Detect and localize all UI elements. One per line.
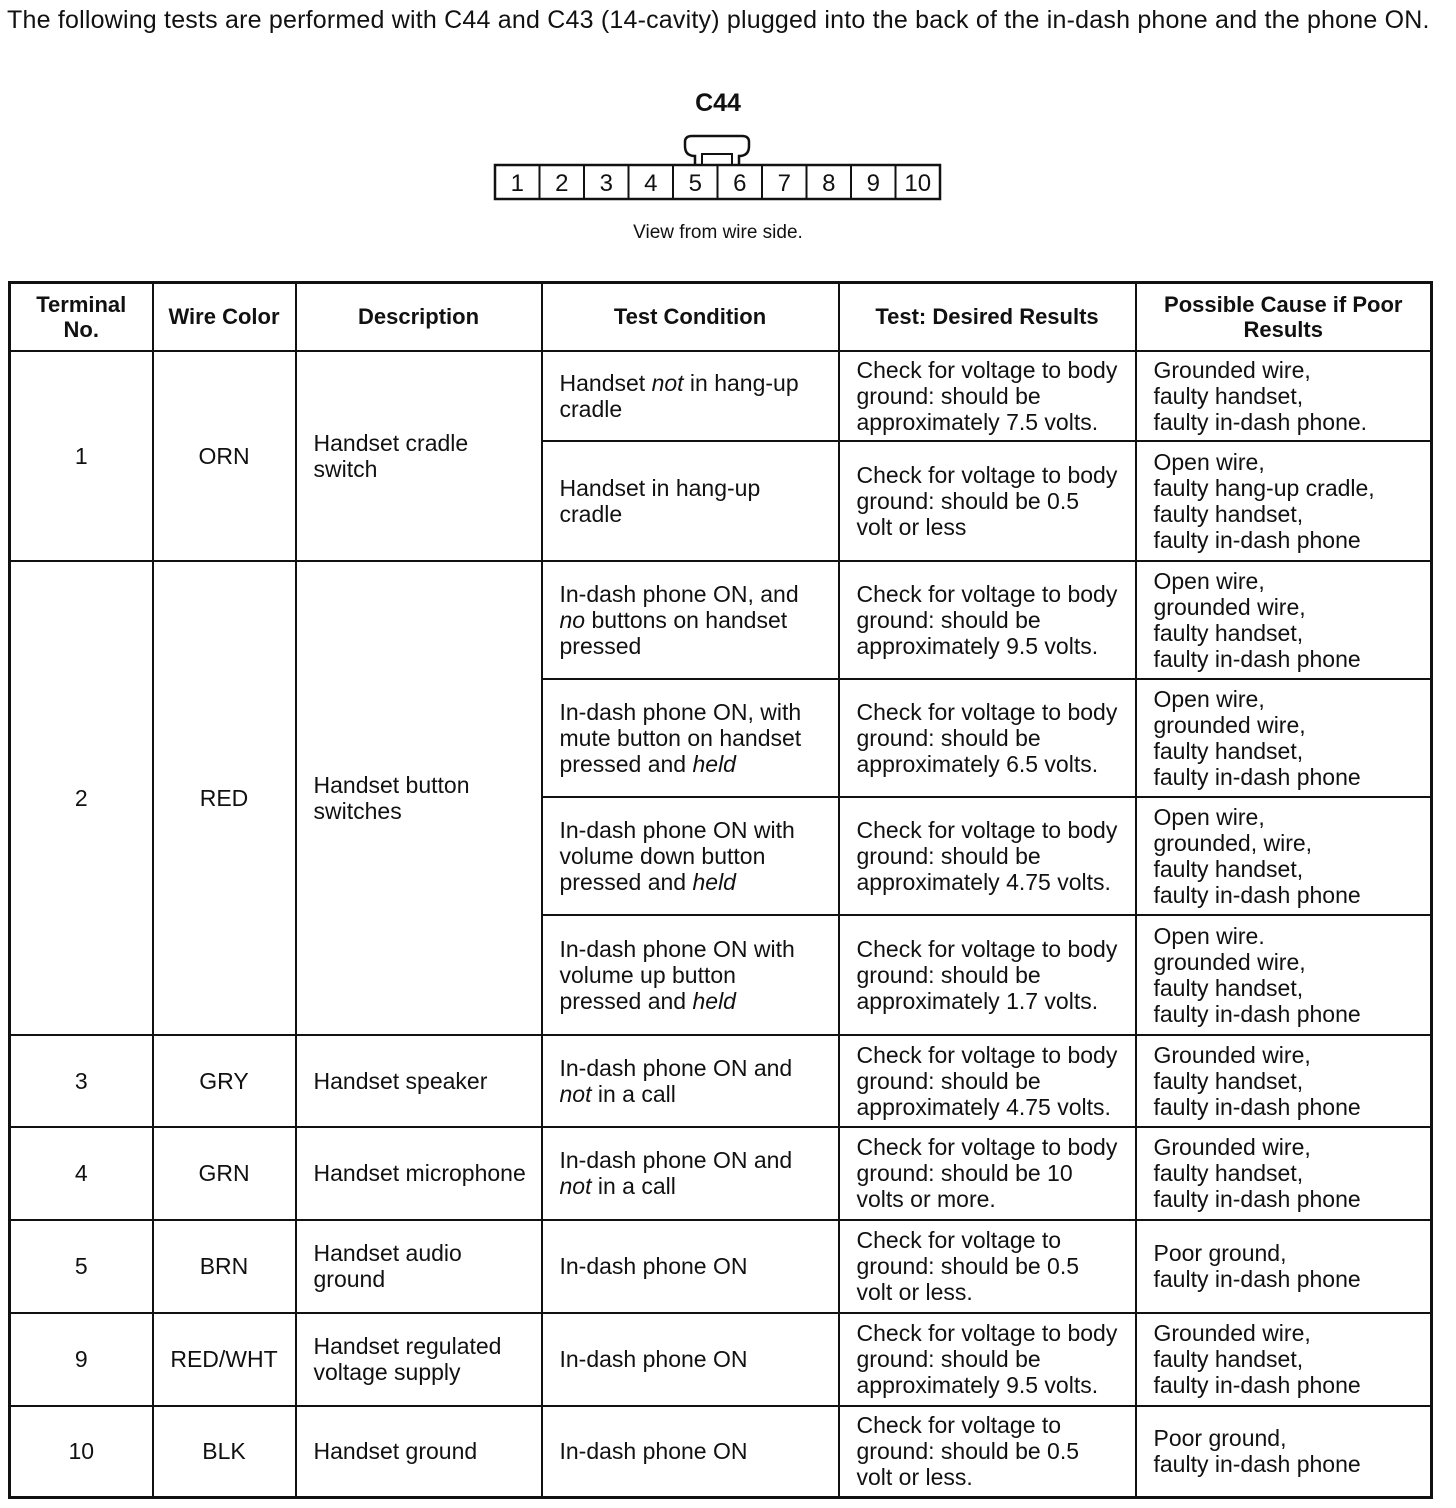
wire-color-cell: BRN [153, 1220, 296, 1313]
condition-emphasis: held [692, 987, 736, 1014]
desired-result-cell: Check for voltage to ground: should be 0.5 volt or less. [839, 1406, 1136, 1498]
condition-text: Handset in hang-up cradle [559, 474, 761, 527]
test-condition-cell [542, 1313, 839, 1406]
condition-emphasis: held [692, 750, 736, 777]
condition-text: In-dash phone ON with volume down button pressed and [559, 816, 795, 895]
description-cell: Handset ground [296, 1406, 542, 1498]
possible-cause-cell [1136, 915, 1432, 1035]
cause-line: Open wire, [1153, 685, 1265, 712]
table-row [10, 1220, 1432, 1313]
cause-line: faulty handset, [1153, 974, 1304, 1001]
condition-emphasis: held [692, 868, 736, 895]
wire-color-cell: BLK [153, 1406, 296, 1498]
desired-result-cell: Check for voltage to body ground: should be 0.5 volt or less [839, 441, 1136, 561]
table-row [10, 351, 1432, 441]
condition-text: In-dash phone ON with volume up button pressed and [559, 935, 795, 1014]
wire-color-cell: ORN [153, 351, 296, 561]
condition-text: Handset [559, 369, 652, 396]
connector-caption: View from wire side. [633, 222, 803, 243]
header-possible-cause: Possible Cause if Poor Results [1136, 283, 1432, 351]
desired-result-cell: Check for voltage to body ground: should be approximately 9.5 volts. [839, 1313, 1136, 1406]
connector-lock-tab [685, 136, 749, 164]
cause-line: Open wire, [1153, 448, 1265, 475]
condition-text: In-dash phone ON [559, 1253, 748, 1279]
cause-line: Grounded wire, [1153, 356, 1311, 383]
desired-result-cell: Check for voltage to body ground: should be approximately 4.75 volts. [839, 1035, 1136, 1127]
condition-text: in a call [591, 1080, 676, 1107]
condition-text: In-dash phone ON [559, 1438, 748, 1465]
connector-pin-10: 10 [904, 170, 932, 197]
cause-line: faulty in-dash phone. [1153, 408, 1368, 435]
test-condition-cell [542, 1406, 839, 1498]
description-cell: Handset regulated voltage supply [296, 1313, 542, 1406]
condition-text: In-dash phone ON and [559, 1147, 793, 1173]
condition-emphasis: not [559, 1080, 592, 1107]
cause-line: grounded wire, [1153, 948, 1306, 975]
cause-line: faulty in-dash phone [1153, 1266, 1361, 1292]
possible-cause-cell [1136, 351, 1432, 441]
table-body [10, 351, 1432, 1498]
cause-line: faulty handset, [1153, 619, 1304, 646]
terminal-no-cell: 1 [10, 351, 153, 561]
condition-text: in a call [591, 1173, 676, 1199]
terminal-no-cell: 9 [10, 1313, 153, 1406]
table-row [10, 1127, 1432, 1220]
intro-text: The following tests are performed with C44 and C43 (14-cavity) plugged into the back of the in-dash phone and the phone ON. [7, 6, 1430, 34]
test-condition-cell [542, 1127, 839, 1220]
desired-result-cell: Check for voltage to body ground: should be 10 volts or more. [839, 1127, 1136, 1220]
cause-line: Open wire. [1153, 922, 1265, 949]
header-wire-color: Wire Color [153, 283, 296, 351]
cause-line: faulty hang-up cradle, [1153, 474, 1375, 501]
connector-pins [511, 165, 932, 199]
test-condition-cell [542, 1220, 839, 1313]
cause-line: faulty handset, [1153, 737, 1304, 764]
cause-line: grounded wire, [1153, 593, 1306, 620]
possible-cause-cell [1136, 1313, 1432, 1406]
cause-line: grounded, wire, [1153, 829, 1313, 856]
table-row [10, 1035, 1432, 1127]
cause-line: faulty in-dash phone [1153, 645, 1361, 672]
desired-result-cell: Check for voltage to body ground: should be approximately 9.5 volts. [839, 561, 1136, 679]
possible-cause-cell [1136, 441, 1432, 561]
desired-result-cell: Check for voltage to body ground: should be approximately 6.5 volts. [839, 679, 1136, 797]
possible-cause-cell [1136, 1406, 1432, 1498]
terminal-no-cell: 5 [10, 1220, 153, 1313]
description-cell: Handset speaker [296, 1035, 542, 1127]
terminal-no-cell: 10 [10, 1406, 153, 1498]
cause-line: faulty in-dash phone [1153, 1186, 1361, 1212]
terminal-no-cell: 3 [10, 1035, 153, 1127]
cause-line: faulty handset, [1153, 855, 1304, 882]
possible-cause-cell [1136, 797, 1432, 915]
cause-line: faulty in-dash phone [1153, 763, 1361, 790]
header-terminal: Terminal No. [10, 283, 153, 351]
possible-cause-cell [1136, 1035, 1432, 1127]
connector-pin-3: 3 [599, 170, 613, 197]
cause-line: faulty handset, [1153, 1067, 1304, 1094]
possible-cause-cell [1136, 679, 1432, 797]
header-description: Description [296, 283, 542, 351]
connector-diagram [480, 132, 950, 204]
cause-line: faulty in-dash phone [1153, 526, 1361, 553]
cause-line: faulty in-dash phone [1153, 1093, 1361, 1120]
header-test-condition: Test Condition [542, 283, 839, 351]
table-row [10, 1406, 1432, 1498]
possible-cause-cell [1136, 1220, 1432, 1313]
table-row [10, 1313, 1432, 1406]
cause-line: faulty in-dash phone [1153, 1451, 1361, 1478]
possible-cause-cell [1136, 561, 1432, 679]
condition-text: In-dash phone ON [559, 1346, 748, 1372]
wire-color-cell: GRY [153, 1035, 296, 1127]
cause-line: faulty in-dash phone [1153, 1000, 1361, 1027]
description-cell: Handset cradle switch [296, 351, 542, 561]
connector-pin-5: 5 [688, 170, 702, 197]
cause-line: Grounded wire, [1153, 1320, 1311, 1346]
cause-line: faulty handset, [1153, 500, 1304, 527]
connector-title: C44 [695, 89, 741, 117]
description-cell: Handset audio ground [296, 1220, 542, 1313]
table-row [10, 561, 1432, 679]
desired-result-cell: Check for voltage to body ground: should be approximately 1.7 volts. [839, 915, 1136, 1035]
header-desired-results: Test: Desired Results [839, 283, 1136, 351]
connector-pin-4: 4 [644, 170, 658, 197]
cause-line: faulty handset, [1153, 1346, 1304, 1372]
cause-line: Grounded wire, [1153, 1041, 1311, 1068]
test-condition-cell [542, 679, 839, 797]
description-cell: Handset button switches [296, 561, 542, 1035]
desired-result-cell: Check for voltage to body ground: should be approximately 4.75 volts. [839, 797, 1136, 915]
terminal-test-table [8, 281, 1433, 1499]
desired-result-cell: Check for voltage to ground: should be 0.5 volt or less. [839, 1220, 1136, 1313]
connector-pin-6: 6 [733, 170, 747, 197]
condition-text: in hang-up cradle [559, 369, 799, 422]
cause-line: faulty handset, [1153, 382, 1304, 409]
wire-color-cell: RED/WHT [153, 1313, 296, 1406]
cause-line: Open wire, [1153, 567, 1265, 594]
cause-line: Poor ground, [1153, 1425, 1287, 1452]
cause-line: faulty in-dash phone [1153, 881, 1361, 908]
test-condition-cell [542, 915, 839, 1035]
table-header-row [10, 283, 1432, 351]
test-condition-cell [542, 441, 839, 561]
terminal-no-cell: 4 [10, 1127, 153, 1220]
terminal-no-cell: 2 [10, 561, 153, 1035]
connector-pin-8: 8 [822, 170, 836, 197]
cause-line: Open wire, [1153, 803, 1265, 830]
wire-color-cell: RED [153, 561, 296, 1035]
condition-text: In-dash phone ON, and [559, 580, 799, 607]
condition-text: buttons on handset pressed [559, 606, 788, 659]
possible-cause-cell [1136, 1127, 1432, 1220]
description-cell: Handset microphone [296, 1127, 542, 1220]
test-condition-cell [542, 797, 839, 915]
cause-line: grounded wire, [1153, 711, 1306, 738]
condition-text: In-dash phone ON and [559, 1054, 793, 1081]
connector-pin-9: 9 [866, 170, 880, 197]
cause-line: faulty handset, [1153, 1160, 1304, 1186]
test-condition-cell [542, 561, 839, 679]
connector-pin-7: 7 [777, 170, 791, 197]
test-condition-cell [542, 1035, 839, 1127]
condition-emphasis: not [651, 369, 684, 396]
test-condition-cell [542, 351, 839, 441]
condition-text: In-dash phone ON, with mute button on handset pressed and [559, 698, 802, 777]
cause-line: faulty in-dash phone [1153, 1372, 1361, 1398]
cause-line: Grounded wire, [1153, 1134, 1311, 1160]
cause-line: Poor ground, [1153, 1240, 1287, 1266]
condition-emphasis: no [559, 606, 586, 633]
wire-color-cell: GRN [153, 1127, 296, 1220]
connector-pin-2: 2 [555, 170, 569, 197]
desired-result-cell: Check for voltage to body ground: should be approximately 7.5 volts. [839, 351, 1136, 441]
connector-pin-1: 1 [510, 170, 524, 197]
condition-emphasis: not [559, 1173, 592, 1199]
